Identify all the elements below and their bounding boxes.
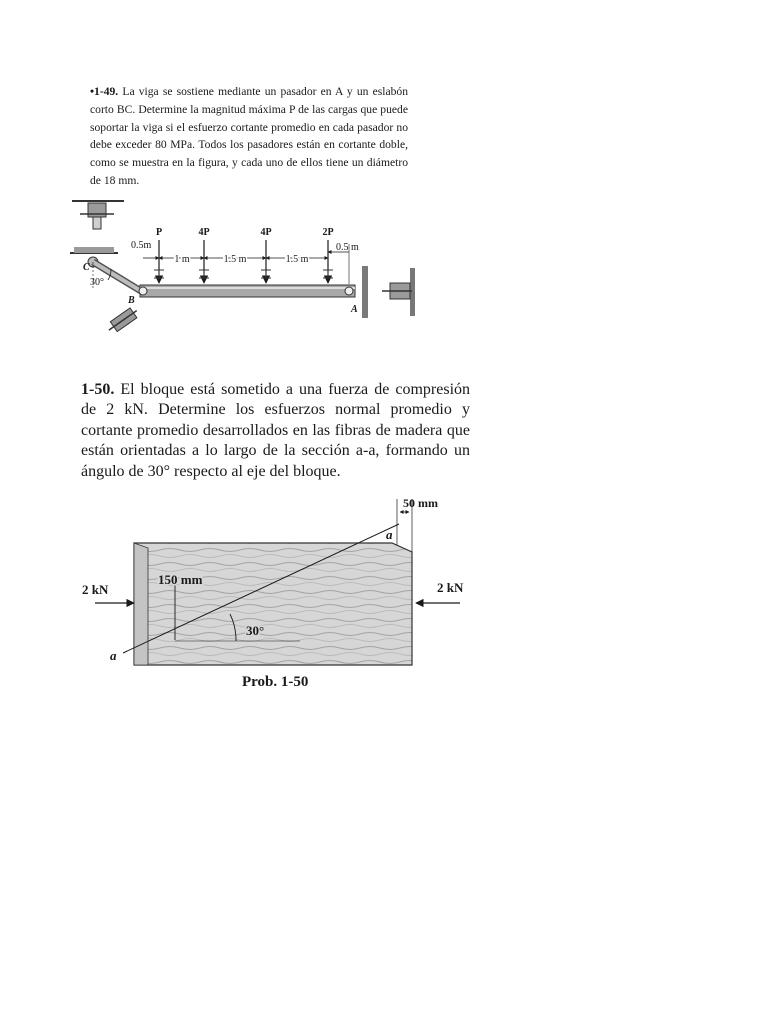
pin-detail-c xyxy=(72,201,124,229)
problem-1-49-number: •1-49. xyxy=(90,85,119,98)
problem-1-50-number: 1-50. xyxy=(81,381,115,398)
problem-1-50-body: El bloque está sometido a una fuerza de compresión de 2 kN. Determine los esfuerzos normal promedio y cortante promedio desarrollados en las fibras de madera que están orientadas a lo largo de la sección a-a, formando un ángulo de 30° respecto al eje del bloque. xyxy=(81,381,471,480)
point-label-b: B xyxy=(128,295,135,306)
problem-1-50-text xyxy=(81,380,470,482)
load-label-p: P xyxy=(155,227,163,238)
wood-block xyxy=(134,543,412,665)
height-label-150mm: 150 mm xyxy=(158,572,203,587)
dim-0-5m-right: 0.5 m xyxy=(336,242,359,253)
load-label-2p: 2P xyxy=(322,227,334,238)
section-label-a-top: a xyxy=(386,527,393,542)
section-label-a-bottom: a xyxy=(110,648,117,663)
dim-1-5m-2: 1.5 m xyxy=(285,254,309,265)
problem-1-49-body: La viga se sostiene mediante un pasador en A y un eslabón corto BC. Determine la magnitud máxima P de las cargas que puede soportar la viga si el esfuerzo cortante promedio en cada pasador no debe exceder 80 MPa. Todos los pasadores están en cortante doble, como se muestra en la figura, y cada uno de ellos tiene un diámetro de 18 mm. xyxy=(90,85,408,187)
pin-detail-b xyxy=(105,306,140,335)
figure-1-49 xyxy=(70,201,415,335)
width-label-50mm: 50 mm xyxy=(403,496,438,510)
figure-1-50 xyxy=(82,496,464,690)
dim-1-5m-1: 1.5 m xyxy=(223,254,247,265)
angle-label-30: 30° xyxy=(90,277,104,288)
load-label-4p-2: 4P xyxy=(260,227,272,238)
dim-1m: 1 m xyxy=(174,254,190,265)
point-label-a: A xyxy=(351,304,358,315)
pin-a xyxy=(345,287,353,295)
beam xyxy=(140,285,355,297)
pin-b xyxy=(139,287,147,295)
wall-a xyxy=(362,266,368,318)
force-label-left: 2 kN xyxy=(82,582,109,597)
point-label-c: C xyxy=(83,262,90,273)
load-label-4p-1: 4P xyxy=(198,227,210,238)
figure-caption: Prob. 1-50 xyxy=(242,674,309,690)
angle-label-30: 30° xyxy=(246,623,265,638)
pin-detail-a xyxy=(382,268,415,316)
force-label-right: 2 kN xyxy=(437,580,464,595)
dim-0-5m-left: 0.5m xyxy=(131,240,152,251)
